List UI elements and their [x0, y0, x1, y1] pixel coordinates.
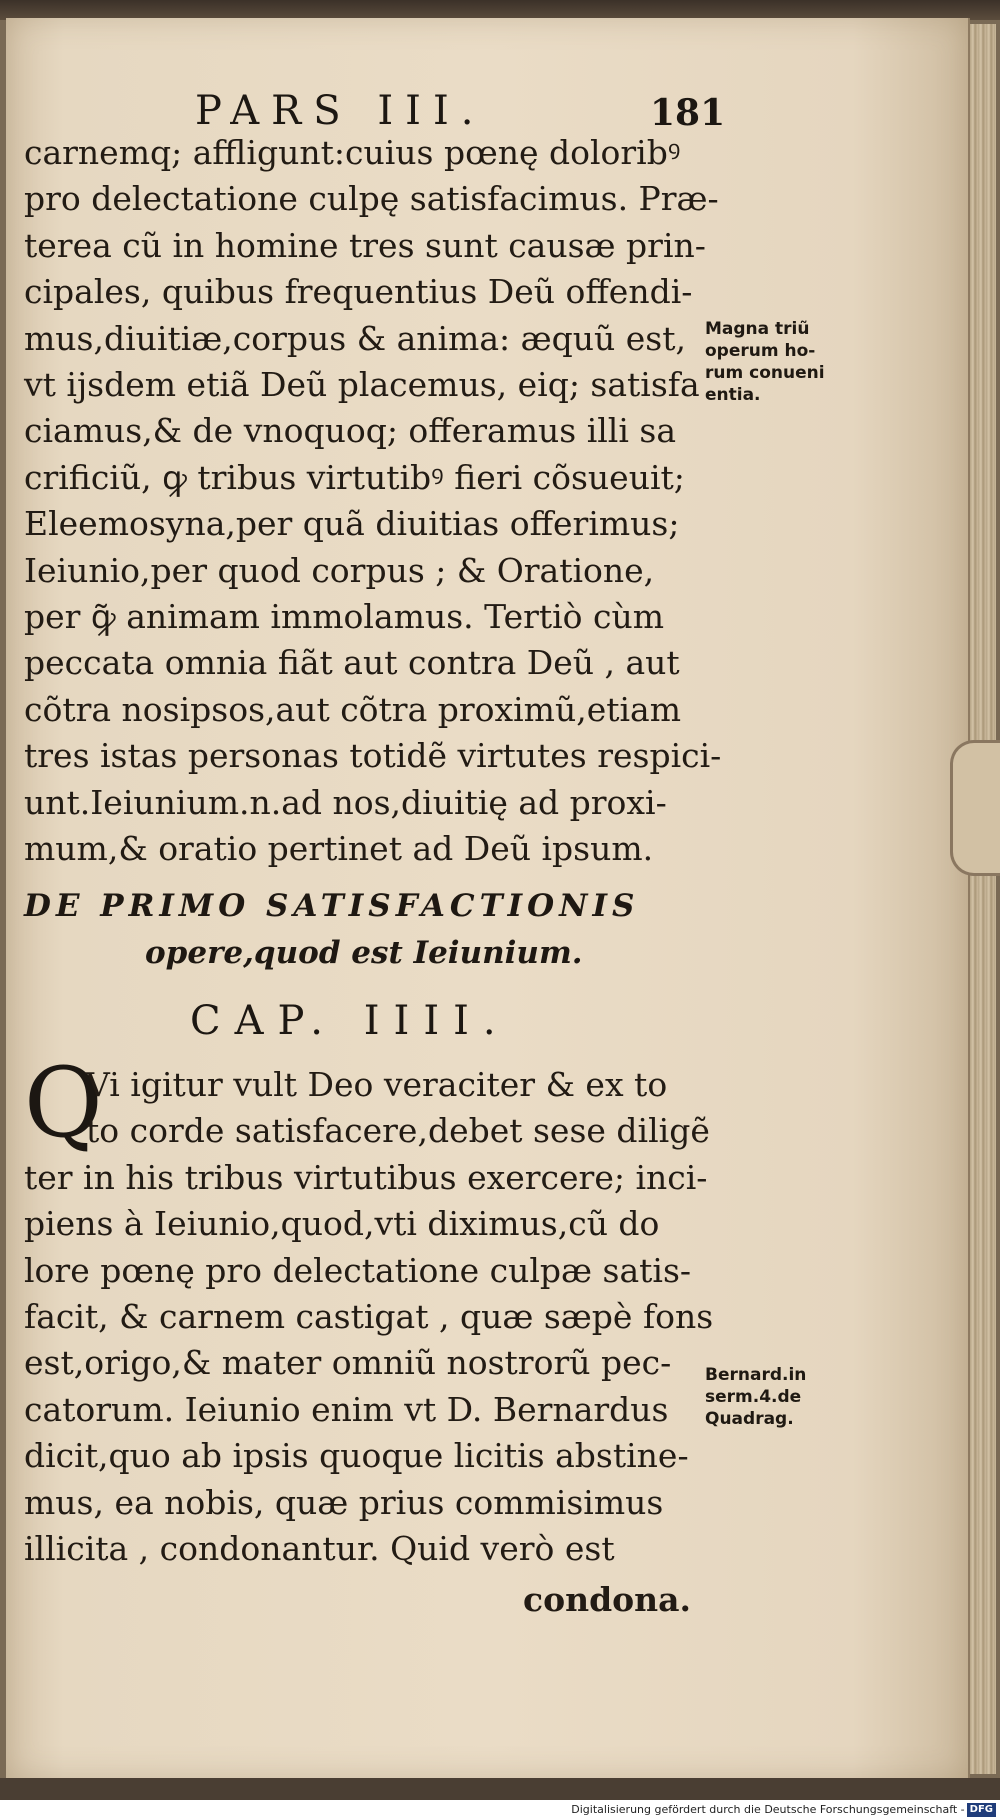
marginal-line: Bernard.in: [705, 1365, 807, 1385]
text-line: vt ijsdem etiã Deũ placemus, eiq; satisfa: [24, 365, 700, 405]
page-tab-marker: [950, 740, 1000, 876]
book-bottom-edge: [0, 1778, 1000, 1800]
text-line: catorum. Ieiunio enim vt D. Bernardus: [24, 1389, 669, 1429]
text-line: crificiũ, ꝙ tribus virtutibꝰ fieri cõsueuit;: [24, 457, 685, 497]
body-text-2: [24, 1062, 714, 1572]
text-line: dicit,quo ab ipsis quoque licitis abstine-: [24, 1436, 689, 1476]
running-title: PARS III.: [195, 88, 486, 134]
footer-credit: Digitalisierung gefördert durch die Deutsche Forschungsgemeinschaft -: [571, 1803, 965, 1816]
text-line: ciamus,& de vnoquoq; offeramus illi sa: [24, 411, 677, 451]
text-line: mus,diuitiæ,corpus & anima: æquũ est,: [24, 318, 686, 358]
section-heading: DE PRIMO SATISFACTIONIS: [24, 888, 640, 924]
text-line: cõtra nosipsos,aut cõtra proximũ,etiam: [24, 689, 682, 729]
text-line: est,origo,& mater omniũ nostrorũ pec-: [24, 1343, 672, 1383]
text-line: unt.Ieiunium.n.ad nos,diuitię ad proxi-: [24, 782, 667, 822]
dfg-logo: DFG: [967, 1803, 996, 1817]
text-line: cipales, quibus frequentius Deũ offendi-: [24, 272, 693, 312]
text-line: to corde satisfacere,debet sese diligẽ: [86, 1111, 710, 1151]
text-line: Ieiunio,per quod corpus ; & Oratione,: [24, 550, 655, 590]
text-line: Vi igitur vult Deo veraciter & ex to: [86, 1065, 668, 1104]
page-number: 181: [650, 92, 726, 134]
text-line: ter in his tribus virtutibus exercere; inci-: [24, 1157, 708, 1197]
text-line: mus, ea nobis, quæ prius commisimus: [24, 1482, 664, 1522]
chapter-title: CAP. IIII.: [190, 998, 510, 1044]
marginal-line: serm.4.de: [705, 1387, 802, 1407]
text-line: Eleemosyna,per quã diuitias offerimus;: [24, 504, 680, 544]
marginal-line: Magna triũ: [705, 319, 810, 339]
digitization-footer: [0, 1800, 1000, 1820]
text-line: lore pœnę pro delectatione culpæ satis-: [24, 1250, 692, 1290]
text-line: piens à Ieiunio,quod,vti diximus,cũ do: [24, 1204, 660, 1244]
catchword: condona.: [523, 1580, 692, 1619]
drop-cap: Q: [24, 1047, 103, 1159]
body-text-1: [24, 130, 722, 873]
text-line: illicita , condonantur. Quid verò est: [24, 1529, 615, 1569]
text-line: per ꝙ̃ animam immolamus. Tertiò cùm: [24, 597, 665, 637]
marginal-line: rum conueni: [705, 363, 825, 383]
text-line: peccata omnia fiãt aut contra Deũ , aut: [24, 643, 680, 683]
marginal-line: Quadrag.: [705, 1409, 794, 1429]
text-line: tres istas personas totidẽ virtutes respici-: [24, 736, 722, 776]
text-line: pro delectatione culpę satisfacimus. Præ-: [24, 179, 719, 219]
text-line: mum,& oratio pertinet ad Deũ ipsum.: [24, 829, 654, 869]
marginal-note-1: [705, 318, 825, 406]
marginal-line: operum ho-: [705, 341, 816, 361]
text-line: facit, & carnem castigat , quæ sæpè fons: [24, 1297, 714, 1337]
section-subheading: opere,quod est Ieiunium.: [145, 935, 583, 971]
text-line: carnemq; affligunt:cuius pœnę doloribꝰ: [24, 133, 681, 172]
text-line: terea cũ in homine tres sunt causæ prin-: [24, 225, 706, 265]
marginal-line: entia.: [705, 385, 761, 405]
marginal-note-2: [705, 1364, 806, 1430]
book-top-edge: [0, 0, 1000, 20]
